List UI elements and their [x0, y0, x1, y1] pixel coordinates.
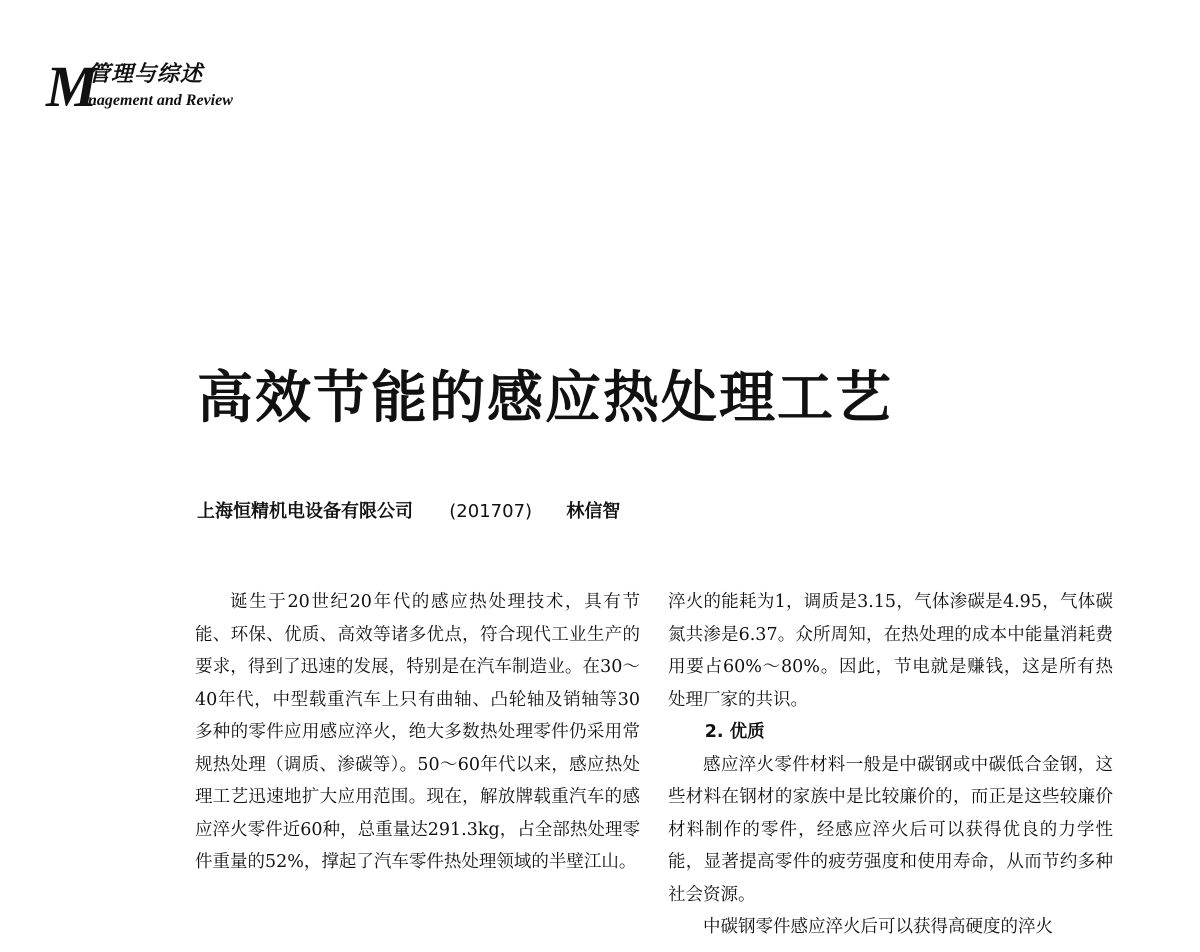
- body-paragraph: 诞生于20世纪20年代的感应热处理技术，具有节能、环保、优质、高效等诸多优点，符合现代工业生产的要求，得到了迅速的发展，特别是在汽车制造业。在30～40年代，中型载重汽车上只有曲轴、凸轮轴及销轴等30多种的零件应用感应淬火，绝大多数热处理零件仍采用常规热处理（调质、渗碳等）。50～60年代以来，感应热处理工艺迅速地扩大应用范围。现在，解放牌载重汽车的感应淬火零件近60种，总重量达291.3kg，占全部热处理零件重量的52%，撑起了汽车零件热处理领域的半壁江山。: [195, 592, 640, 872]
- journal-logo-letter: M: [46, 54, 98, 119]
- article-byline: [197, 500, 620, 524]
- journal-name-english: anagement and Review: [80, 92, 233, 109]
- body-paragraph: 中碳钢零件感应淬火后可以获得高硬度的淬火: [703, 917, 1053, 937]
- author-name: 林信智: [566, 501, 621, 522]
- article-title: 高效节能的感应热处理工艺: [197, 365, 893, 431]
- section-heading: 2. 优质: [704, 722, 765, 742]
- journal-name-chinese: 管理与综述: [88, 62, 204, 87]
- body-paragraph-continued: 淬火的能耗为1，调质是3.15，气体渗碳是4.95，气体碳氮共渗是6.37。众所周知，在热处理的成本中能量消耗费用要占60%～80%。因此，节电就是赚钱，这是所有热处理厂家的共识。: [668, 592, 1113, 710]
- affiliation-postcode: (201707): [449, 501, 533, 522]
- body-paragraph: 感应淬火零件材料一般是中碳钢或中碳低合金钢，这些材料在钢材的家族中是比较廉价的，而正是这些较廉价材料制作的零件，经感应淬火后可以获得优良的力学性能，显著提高零件的疲劳强度和使用寿命，从而节约多种社会资源。: [668, 754, 1113, 905]
- body-column-left: [195, 586, 640, 879]
- journal-logo: [46, 54, 306, 119]
- author-affiliation: 上海恒精机电设备有限公司: [197, 501, 413, 522]
- body-column-right: [668, 586, 1113, 944]
